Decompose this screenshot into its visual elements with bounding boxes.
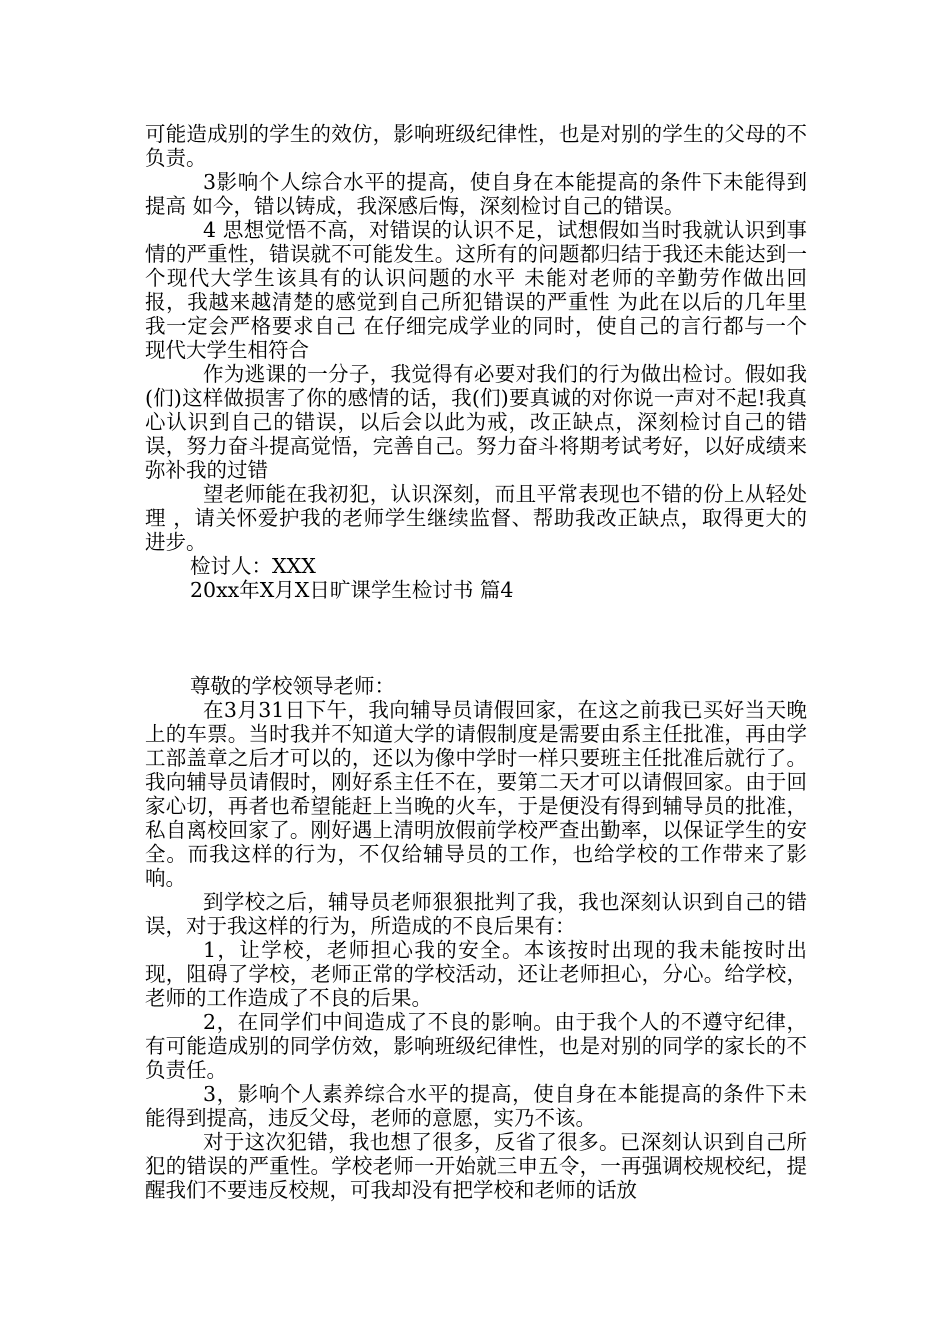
paragraph-consequence-3: 3，影响个人素养综合水平的提高，使自身在本能提高的条件下未能得到提高，违反父母，老师的意愿，实乃不该。: [145, 1082, 807, 1130]
section-spacer: [145, 602, 807, 674]
document-page: [145, 122, 807, 1202]
date-and-section-title: 20xx年X月X日旷课学生检讨书 篇4: [190, 578, 514, 602]
salutation: 尊敬的学校领导老师：: [190, 674, 395, 698]
paragraph-point-4: 4 思想觉悟不高，对错误的认识不足，试想假如当时我就认识到事情的严重性，错误就不可能发生。这所有的问题都归结于我还未能达到一个现代大学生该具有的认识问题的水平 未能对老师的辛勤劳作做出回报，我越来越清楚的感觉到自己所犯错误的严重性 为此在以后的几年里 我一定会严格要求自己 在仔细完成学业的同时，使自己的言行都与一个现代大学生相符合: [145, 218, 807, 362]
paragraph-truancy-reflection: 作为逃课的一分子，我觉得有必要对我们的行为做出检讨。假如我(们)这样做损害了你的感情的话，我(们)要真诚的对你说一声对不起!我真心认识到自己的错误，以后会以此为戒，改正缺点，深刻检讨自己的错误，努力奋斗提高觉悟，完善自己。努力奋斗将期考试考好，以好成绩来弥补我的过错: [145, 362, 807, 482]
paragraph-consequences-intro: 到学校之后，辅导员老师狠狠批判了我，我也深刻认识到自己的错误，对于我这样的行为，所造成的不良后果有：: [145, 890, 807, 938]
paragraph-consequence-2: 2，在同学们中间造成了不良的影响。由于我个人的不遵守纪律，有可能造成别的同学仿效，影响班级纪律性，也是对别的同学的家长的不负责任。: [145, 1010, 807, 1082]
signer-line: 检讨人：XXX: [190, 554, 316, 578]
paragraph-consequence-1: 1，让学校，老师担心我的安全。本该按时出现的我未能按时出现，阻碍了学校，老师正常的学校活动，还让老师担心，分心。给学校，老师的工作造成了不良的后果。: [145, 938, 807, 1010]
paragraph-request-leniency: 望老师能在我初犯，认识深刻，而且平常表现也不错的份上从轻处理 ，请关怀爱护我的老师学生继续监督、帮助我改正缺点，取得更大的进步。: [145, 482, 807, 554]
paragraph-leave-request: 在3月31日下午，我向辅导员请假回家，在这之前我已买好当天晚上的车票。当时我并不知道大学的请假制度是需要由系主任批准，再由学工部盖章之后才可以的，还以为像中学时一样只要班主任批准后就行了。我向辅导员请假时，刚好系主任不在，要第二天才可以请假回家。由于回家心切，再者也希望能赶上当晚的火车，于是便没有得到辅导员的批准，私自离校回家了。刚好遇上清明放假前学校严查出勤率，以保证学生的安全。而我这样的行为，不仅给辅导员的工作，也给学校的工作带来了影响。: [145, 698, 807, 890]
paragraph-point-3: 3影响个人综合水平的提高，使自身在本能提高的条件下未能得到提高 如今，错以铸成，我深感后悔，深刻检讨自己的错误。: [145, 170, 807, 218]
paragraph-reflection: 对于这次犯错，我也想了很多，反省了很多。已深刻认识到自己所犯的错误的严重性。学校老师一开始就三申五令，一再强调校规校纪，提醒我们不要违反校规，可我却没有把学校和老师的话放: [145, 1130, 807, 1202]
paragraph-continuation: 可能造成别的学生的效仿，影响班级纪律性，也是对别的学生的父母的不负责。: [145, 122, 807, 170]
